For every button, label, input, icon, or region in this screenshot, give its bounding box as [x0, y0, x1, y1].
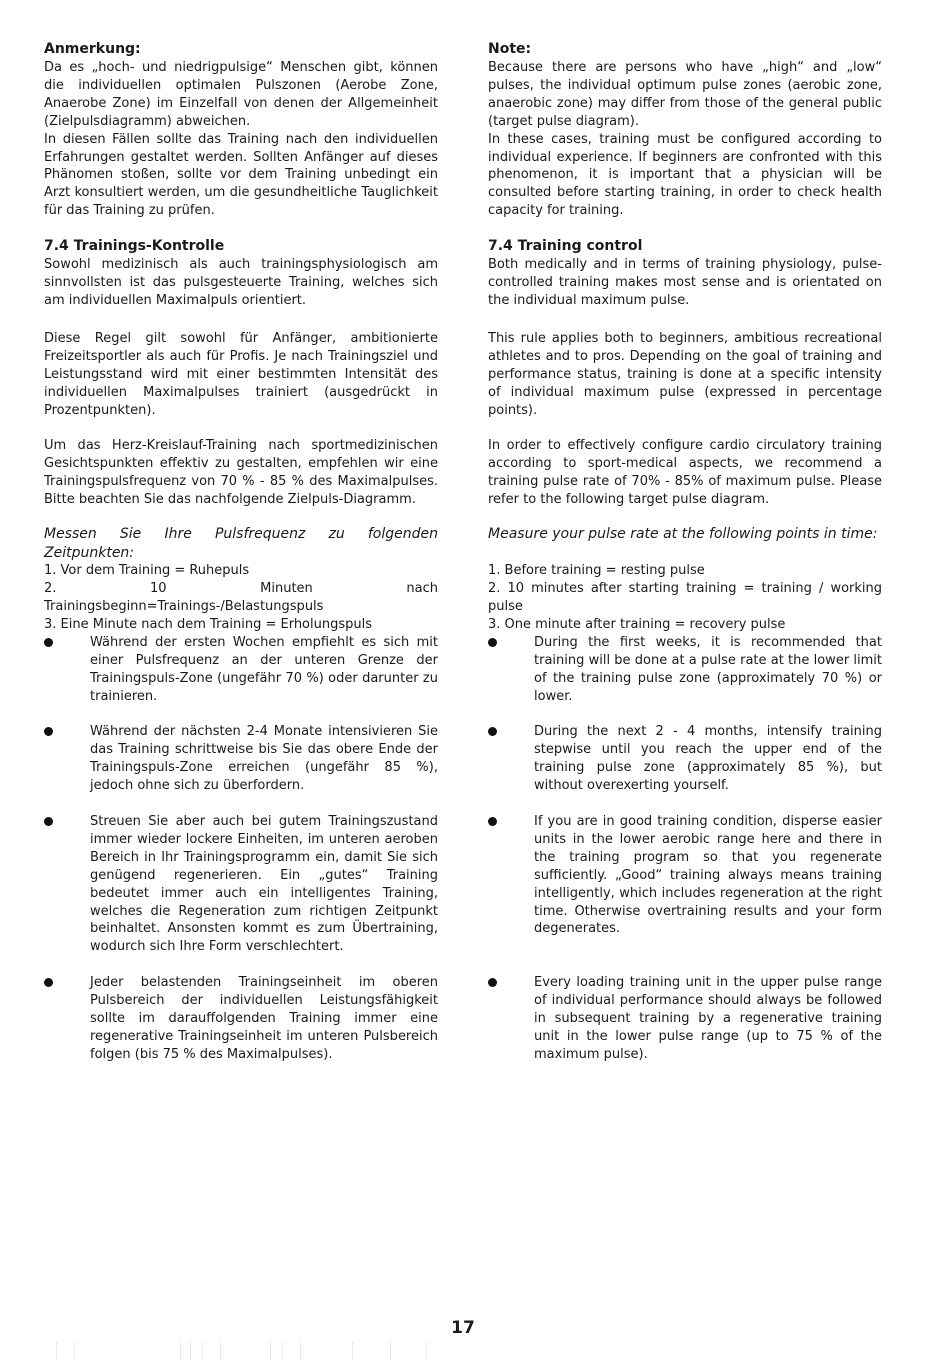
- note-block: [488, 40, 882, 220]
- note-paragraph-1: Because there are persons who have „high“ and „low“ pulses, the individual optimum pulse zones (aerobic zone, anaerobic zone) may differ from those of the general public (target pulse diagram).: [488, 60, 882, 129]
- bullet-item: [44, 634, 438, 706]
- bullet-icon: [488, 817, 497, 826]
- bullet-icon: [44, 817, 53, 826]
- list-item: 3. Eine Minute nach dem Training = Erholungspuls: [44, 616, 373, 632]
- section-paragraph-2: Diese Regel gilt sowohl für Anfänger, ambitionierte Freizeitsportler als auch für Profis. Je nach Trainingsziel und Leistungsstand wird mit einer bestimmten Intensität des individuellen Maximalpulses trainiert (ausgedrückt in Prozentpunkten).: [44, 331, 438, 418]
- page-number: 17: [451, 1318, 475, 1338]
- section-paragraph-3: Um das Herz-Kreislauf-Training nach sportmedizinischen Gesichtspunkten effektiv zu gestalten, empfehlen wir eine Trainingspulsfrequenz von 70 % - 85 % des Maximalpulses. Bitte beachten Sie das nachfolgende Zielpuls-Diagramm.: [44, 438, 438, 507]
- bullet-item: [488, 813, 882, 938]
- measure-heading: Messen Sie Ihre Pulsfrequenz zu folgenden Zeitpunkten:: [44, 526, 438, 561]
- measurement-list: [488, 562, 882, 634]
- note-heading: Note:: [488, 41, 532, 57]
- note-paragraph-1: Da es „hoch- und niedrigpulsige“ Menschen gibt, können die individuellen optimalen Pulszonen (Aerobe Zone, Anaerobe Zone) im Einzelfall von denen der Allgemeinheit (Zielpulsdiagramm) abweichen.: [44, 60, 438, 129]
- bullet-text: During the first weeks, it is recommended that training will be done at a pulse rate at the lower limit of the training pulse zone (approximately 70 %) or lower.: [534, 635, 882, 704]
- note-paragraph-2: In diesen Fällen sollte das Training nach den individuellen Erfahrungen gestaltet werden. Sollten Anfänger auf dieses Phänomen stoßen, sollte vor dem Training unbedingt ein Arzt konsultiert werden, um die gesundheitliche Tauglichkeit für das Training zu prüfen.: [44, 131, 438, 219]
- section-paragraph-3: In order to effectively configure cardio circulatory training according to sport-medical aspects, we recommend a training pulse rate of 70% - 85% of maximum pulse. Please refer to the following target pulse diagram.: [488, 438, 882, 507]
- bullet-item: [44, 813, 438, 956]
- bullet-item: [44, 974, 438, 1064]
- bullet-text: If you are in good training condition, disperse easier units in the lower aerobic range here and there in the training program so that you regenerate sufficiently. „Good“ training always means training intelligently, which includes regeneration at the right time. Otherwise overtraining results and your form degenerates.: [534, 814, 882, 937]
- note-paragraph-2: In these cases, training must be configured according to individual experience. If beginners are confronted with this phenomenon, it is important that a physician will be consulted before starting training, in order to check health capacity for training.: [488, 131, 882, 219]
- bullet-text: Every loading training unit in the upper pulse range of individual performance should always be followed in subsequent training by a regenerative training unit in the lower pulse range (up to 75 % of the maximum pulse).: [534, 975, 882, 1062]
- print-registration-marks: [56, 1342, 436, 1360]
- section-paragraph-1: Sowohl medizinisch als auch trainingsphysiologisch am sinnvollsten ist das pulsgesteuerte Training, welches sich am individuellen Maximalpuls orientiert.: [44, 257, 438, 308]
- bullet-text: During the next 2 - 4 months, intensify training stepwise until you reach the upper end of the training pulse zone (approximately 85 %), but without overexerting yourself.: [534, 724, 882, 793]
- list-item: 2. 10 minutes after starting training = training / working pulse: [488, 580, 882, 614]
- note-block: [44, 40, 438, 220]
- bullet-item: [488, 723, 882, 795]
- section-heading: 7.4 Trainings-Kontrolle: [44, 238, 225, 254]
- section-block: [44, 237, 438, 310]
- section-heading: 7.4 Training control: [488, 238, 643, 254]
- list-item: 3. One minute after training = recovery pulse: [488, 616, 786, 632]
- measurement-list: [44, 562, 438, 634]
- bullet-text: Jeder belastenden Trainingseinheit im oberen Pulsbereich der individuellen Leistungsfähigkeit sollte im darauffolgenden Training immer eine regenerative Trainingseinheit im unteren Pulsbereich folgen (bis 75 % des Maximalpulses).: [90, 975, 438, 1062]
- bullet-icon: [488, 978, 497, 987]
- list-item: 2. 10 Minuten nach Trainingsbeginn=Trainings-/Belastungspuls: [44, 580, 438, 614]
- bullet-icon: [488, 638, 497, 647]
- list-item: 1. Before training = resting pulse: [488, 563, 705, 578]
- bullet-icon: [44, 978, 53, 987]
- bullet-text: Während der nächsten 2-4 Monate intensivieren Sie das Training schrittweise bis Sie das obere Ende der Trainingspuls-Zone erreichen (ungefähr 85 %), jedoch ohne sich zu überfordern.: [90, 724, 438, 793]
- bullet-item: [44, 723, 438, 795]
- list-item: 1. Vor dem Training = Ruhepuls: [44, 563, 250, 578]
- bullet-text: Streuen Sie aber auch bei gutem Trainingszustand immer wieder lockere Einheiten, im unteren aeroben Bereich in Ihr Trainingsprogramm ein, damit Sie sich genügend regenerieren. Ein „gutes“ Training bedeutet immer auch ein intelligentes Training, welches die Regeneration zum richtigen Zeitpunkt beinhaltet. Ansonsten kommt es zum Übertraining, wodurch sich Ihre Form verschlechtert.: [90, 814, 438, 955]
- bullet-item: [488, 634, 882, 706]
- section-paragraph-1: Both medically and in terms of training physiology, pulse-controlled training makes most sense and is orientated on the individual maximum pulse.: [488, 257, 882, 308]
- bullet-icon: [488, 727, 497, 736]
- bullet-icon: [44, 638, 53, 647]
- section-paragraph-2: This rule applies both to beginners, ambitious recreational athletes and to pros. Depending on the goal of training and performance status, training is done at a specific intensity of individual maximum pulse (expressed in percentage points).: [488, 331, 882, 418]
- bullet-icon: [44, 727, 53, 736]
- measure-heading: Measure your pulse rate at the following points in time:: [488, 526, 878, 542]
- bullet-item: [488, 974, 882, 1064]
- bullet-text: Während der ersten Wochen empfiehlt es sich mit einer Pulsfrequenz an der unteren Grenze der Trainingspuls-Zone (ungefähr 70 %) oder darunter zu trainieren.: [90, 635, 438, 704]
- section-block: [488, 237, 882, 310]
- note-heading: Anmerkung:: [44, 41, 141, 57]
